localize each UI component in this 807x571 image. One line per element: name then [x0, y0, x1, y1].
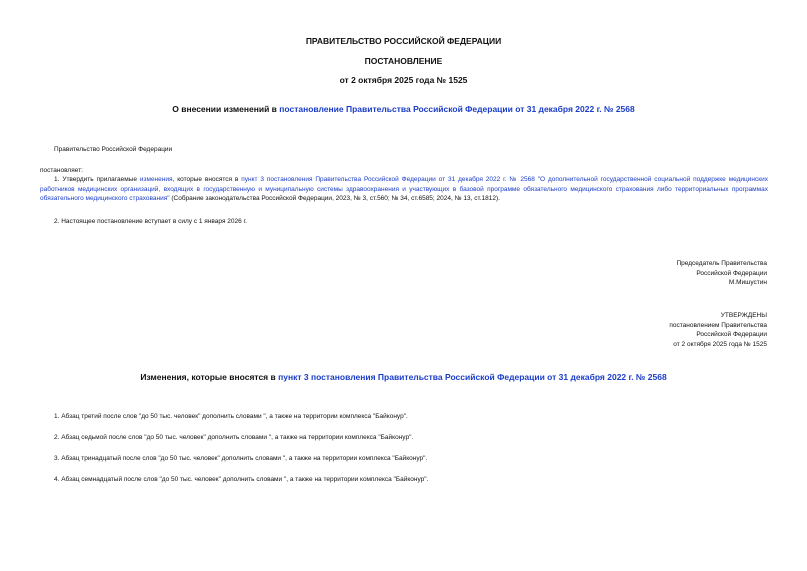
change-item: 4. Абзац семнадцатый после слов "до 50 тыс. человек" дополнить словами ", а также на территории комплекса "Байконур".: [54, 476, 429, 483]
paragraph-1-end: (Собрание законодательства Российской Федерации, 2023, № 3, ст.560; № 34, ст.6585; 2024, № 13, ст.1812).: [169, 195, 500, 203]
title-link[interactable]: постановление Правительства Российской Федерации от 31 декабря 2022 г. № 2568: [279, 104, 635, 114]
government-heading: ПРАВИТЕЛЬСТВО РОССИЙСКОЙ ФЕДЕРАЦИИ: [305, 36, 502, 46]
change-item: 3. Абзац тринадцатый после слов "до 50 тыс. человек" дополнить словами ", а также на территории комплекса "Байконур".: [54, 455, 428, 462]
signature-title-2: Российской Федерации: [696, 269, 767, 277]
issuer: Правительство Российской Федерации: [54, 146, 173, 153]
approved-block: [669, 311, 767, 349]
doc-type-heading: ПОСТАНОВЛЕНИЕ: [364, 56, 443, 66]
signature-title-1: Председатель Правительства: [676, 260, 767, 267]
approved-line-3: Российской Федерации: [696, 331, 767, 339]
paragraph-1: [40, 175, 768, 204]
paragraph-2: 2. Настоящее постановление вступает в силу с 1 января 2026 г.: [54, 218, 247, 225]
document-title: [0, 104, 807, 114]
changes-title: [0, 372, 807, 382]
changes-title-link[interactable]: пункт 3 постановления Правительства Российской Федерации от 31 декабря 2022 г. № 2568: [278, 372, 667, 382]
changes-title-prefix: Изменения, которые вносятся в: [140, 372, 279, 382]
approved-line-1: УТВЕРЖДЕНЫ: [720, 312, 767, 319]
paragraph-1-start: 1. Утвердить прилагаемые: [54, 176, 140, 183]
doc-date-number: от 2 октября 2025 года № 1525: [339, 75, 468, 85]
signature-block: [676, 259, 767, 288]
signature-name: М.Мишустин: [728, 279, 767, 287]
changes-link[interactable]: изменения: [139, 176, 173, 183]
decides-label: постановляет:: [40, 167, 83, 174]
paragraph-1-mid: , которые вносятся в: [172, 176, 242, 183]
change-item: 1. Абзац третий после слов "до 50 тыс. человек" дополнить словами ", а также на территории комплекса "Байконур".: [54, 413, 408, 420]
change-item: 2. Абзац седьмой после слов "до 50 тыс. человек" дополнить словами ", а также на территории комплекса "Байконур".: [54, 434, 414, 441]
approved-line-2: постановлением Правительства: [669, 321, 767, 329]
resolution-2568-link[interactable]: пункт 3 постановления Правительства Российской Федерации от 31 декабря 2022 г. № 2568 "О дополнительной государственной социальной поддержке медицинских работников медицинских организаций, входящих в государственную и муниципальную системы здравоохранения и участвующих в базовой программе обязательного медицинского страхования либо территориальных программах обязательного медицинского страхования": [40, 176, 768, 203]
approved-line-4: от 2 октября 2025 года № 1525: [673, 340, 767, 348]
document-title-prefix: О внесении изменений в: [172, 104, 280, 114]
